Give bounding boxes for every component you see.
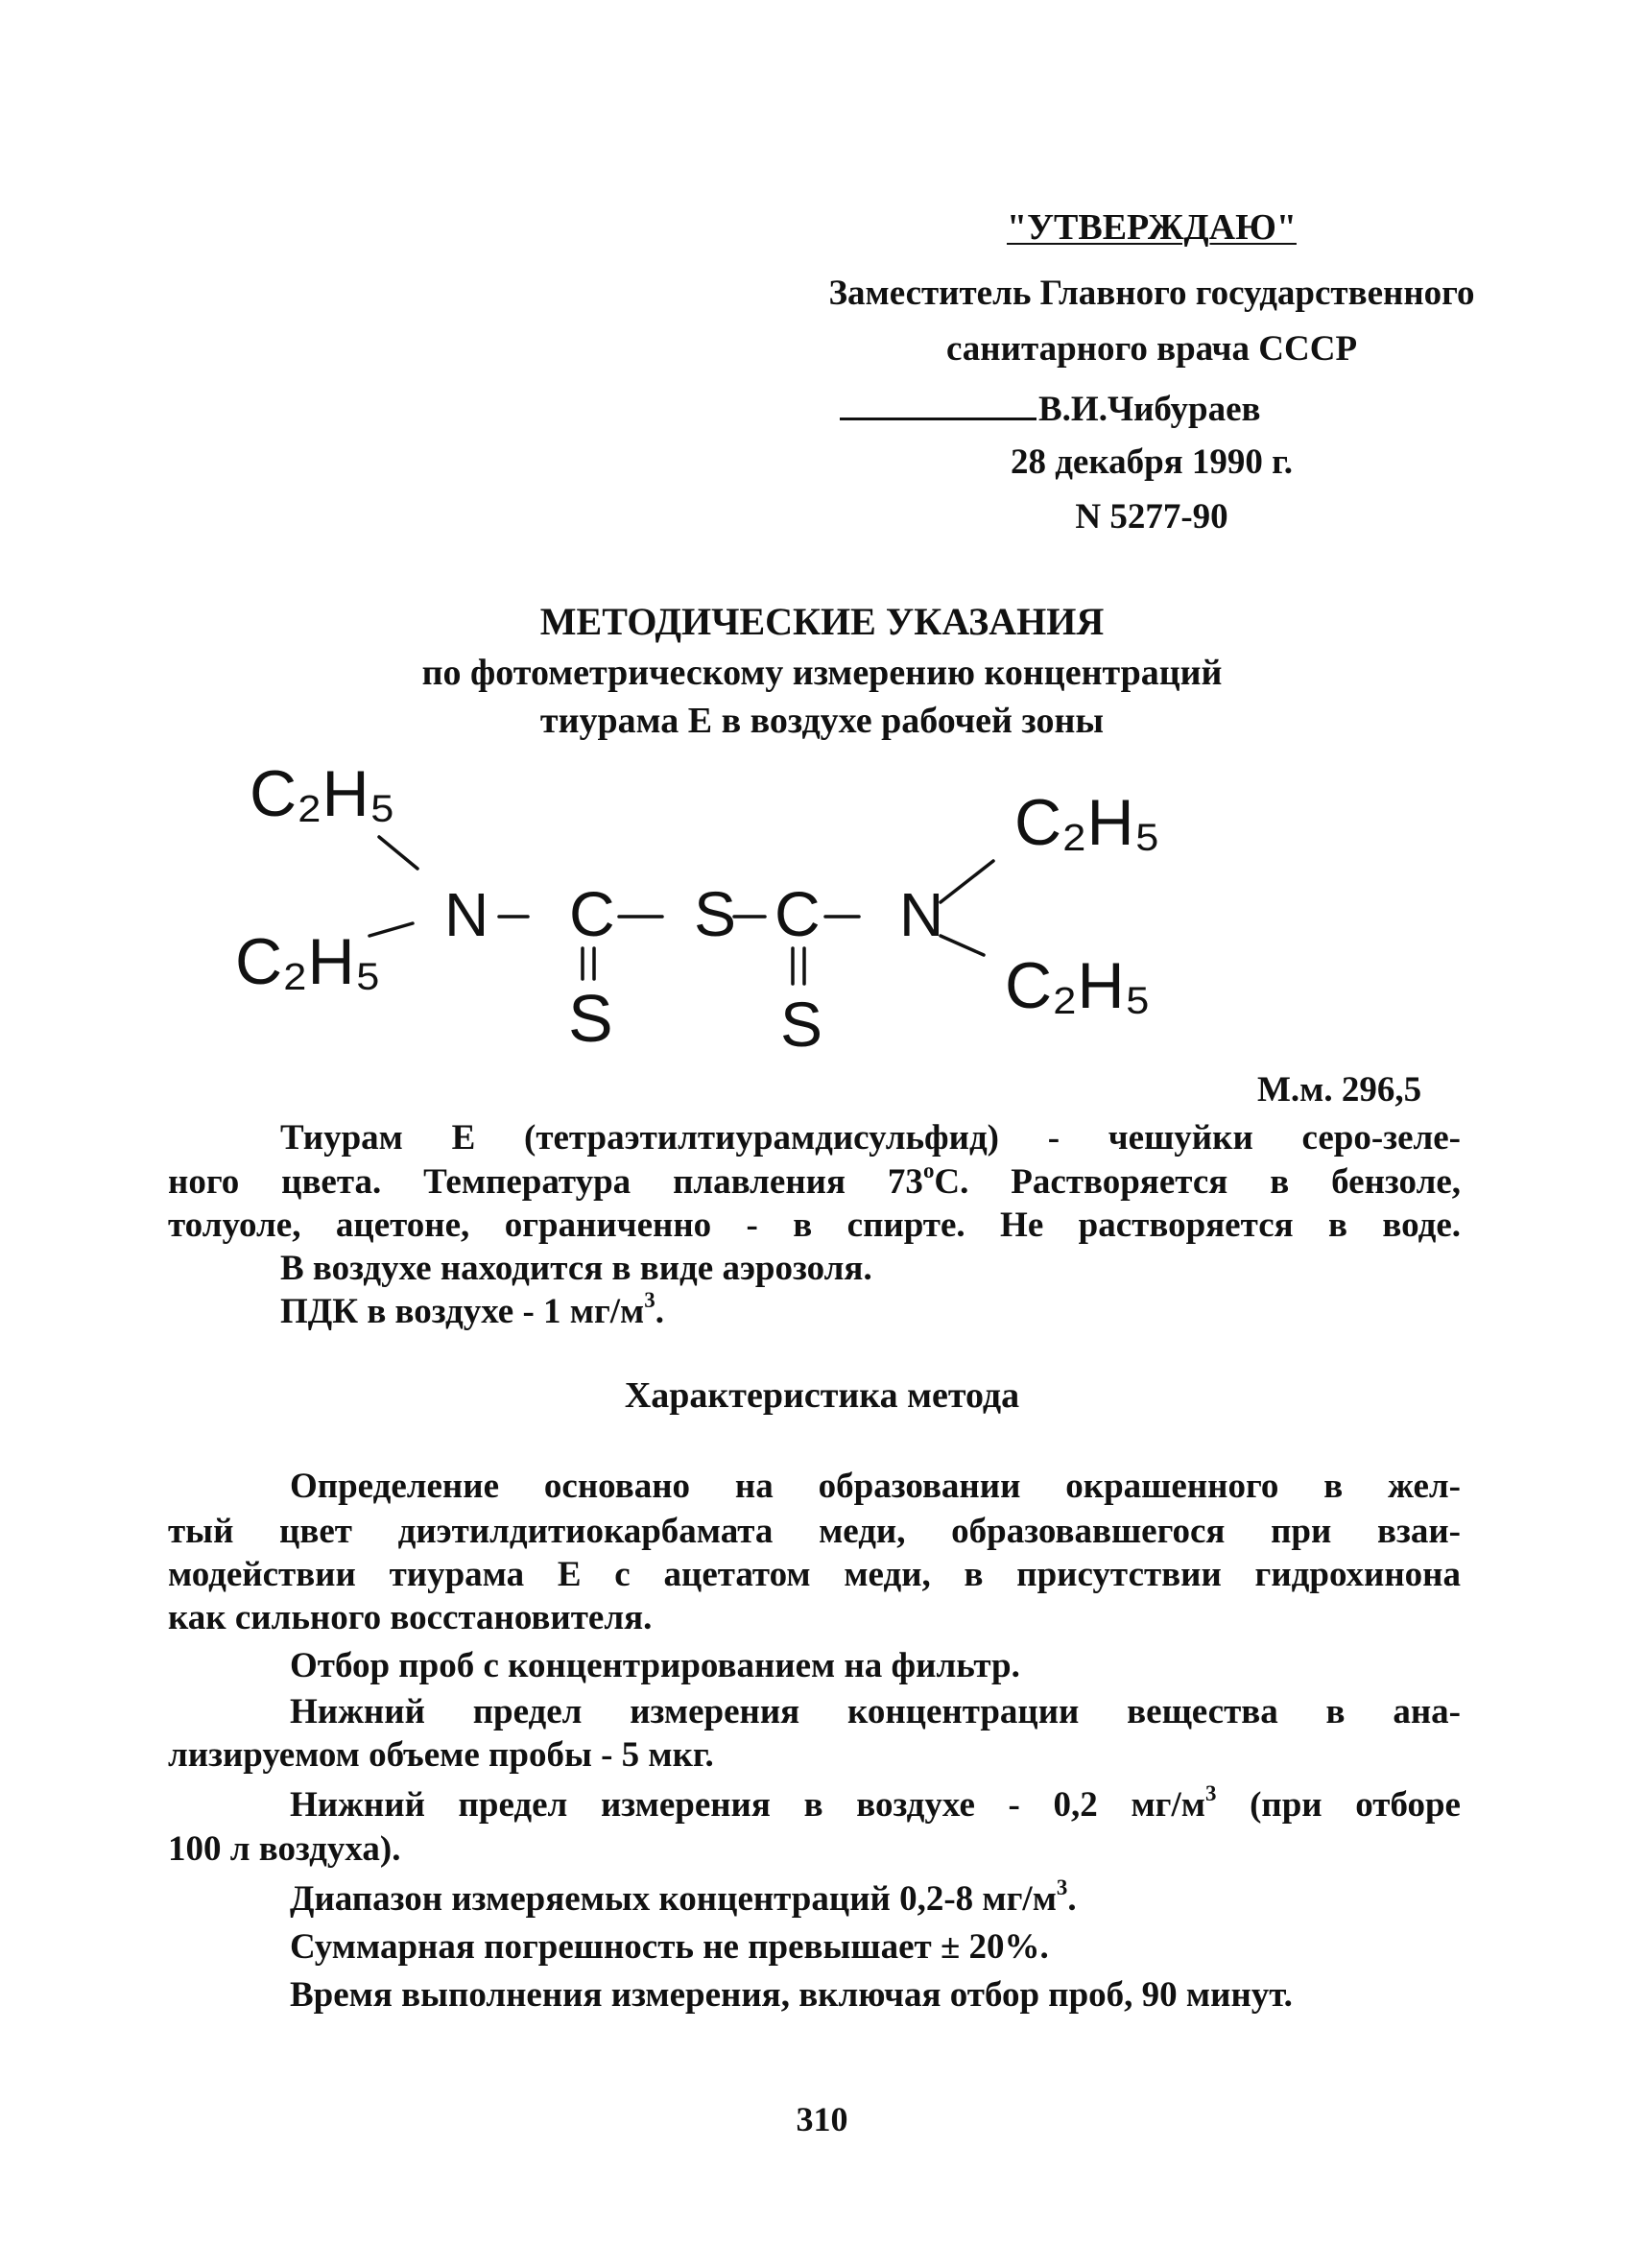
- method-p2: Отбор проб с концентрированием на фильтр.: [290, 1646, 1020, 1685]
- structural-formula: [226, 749, 1204, 1104]
- signer-name: В.И.Чибураев: [1038, 390, 1261, 429]
- bond-n-ethyl-top-left: [379, 837, 417, 869]
- document-title: МЕТОДИЧЕСКИЕ УКАЗАНИЯ: [539, 600, 1105, 643]
- approval-stamp: "УТВЕРЖДАЮ": [1007, 207, 1297, 248]
- document-subtitle-line1: по фотометрическому измерению концентраций: [421, 653, 1223, 693]
- ethyl-group-top-left: C₂H₅: [250, 757, 396, 830]
- molar-mass: М.м. 296,5: [1257, 1070, 1422, 1110]
- document-subtitle-line2: тиурама Е в воздухе рабочей зоны: [539, 701, 1105, 741]
- method-p3-line2: лизируемом объеме пробы - 5 мкг.: [168, 1735, 714, 1775]
- method-p4-line1: Нижний предел измерения в воздухе - 0,2 $мг/м^3$ (при отборе: [290, 1780, 1461, 1825]
- method-p1-line4: как сильного восстановителя.: [168, 1598, 653, 1637]
- description-line1: Тиурам Е (тетраэтилтиурамдисульфид) - чешуйки серо-зеле-: [280, 1118, 1461, 1158]
- signature-blank: [840, 389, 1036, 420]
- carbon-left: C: [569, 878, 615, 949]
- description-line5: ПДК в воздухе - 1 $мг/м^3$.: [280, 1287, 664, 1331]
- description-line3: толуоле, ацетоне, ограниченно - в спирте. Не растворяется в воде.: [168, 1206, 1461, 1245]
- ethyl-group-top-right: C₂H₅: [1014, 786, 1161, 859]
- bond-n-ethyl-top-right: [941, 861, 993, 902]
- description-line4: В воздухе находится в виде аэрозоля.: [280, 1249, 872, 1288]
- approval-date: 28 декабря 1990 г.: [1010, 442, 1294, 482]
- approval-number: N 5277-90: [1075, 497, 1228, 537]
- sulfur-bridge: S: [694, 878, 737, 949]
- approval-signature-line: [840, 389, 1261, 427]
- description-line2: ного цвета. Температура плавления $73^оС$. Растворяется в бензоле,: [168, 1158, 1461, 1202]
- bond-n-ethyl-bottom-right: [941, 936, 984, 955]
- sulfur-left-double: S: [568, 981, 613, 1056]
- method-p1-line2: тый цвет диэтилдитиокарбамата меди, образовавшегося при взаи-: [168, 1512, 1461, 1551]
- sulfur-right-double: S: [780, 989, 823, 1060]
- approval-position-line1: Заместитель Главного государственного: [828, 274, 1475, 313]
- carbon-right: C: [774, 878, 821, 949]
- method-p4-line2: 100 л воздуха).: [168, 1829, 401, 1869]
- page-number: 310: [796, 2100, 848, 2138]
- ethyl-group-bottom-right: C₂H₅: [1005, 949, 1152, 1022]
- method-p3-line1: Нижний предел измерения концентрации вещества в ана-: [290, 1692, 1461, 1731]
- nitrogen-right: N: [899, 880, 944, 949]
- method-p7: Время выполнения измерения, включая отбор проб, 90 минут.: [290, 1975, 1293, 2015]
- approval-position-line2: санитарного врача СССР: [945, 329, 1358, 369]
- method-p6: Суммарная погрешность не превышает ± 20%.: [290, 1927, 1049, 1967]
- nitrogen-left: N: [444, 880, 489, 949]
- method-p1-line1: Определение основано на образовании окрашенного в жел-: [290, 1467, 1461, 1506]
- method-p1-line3: модействии тиурама Е с ацетатом меди, в присутствии гидрохинона: [168, 1555, 1461, 1594]
- method-p5: Диапазон измеряемых концентраций 0,2-8 $мг/м^3$.: [290, 1874, 1077, 1919]
- section-title: Характеристика метода: [624, 1375, 1020, 1416]
- ethyl-group-bottom-left: C₂H₅: [235, 925, 382, 998]
